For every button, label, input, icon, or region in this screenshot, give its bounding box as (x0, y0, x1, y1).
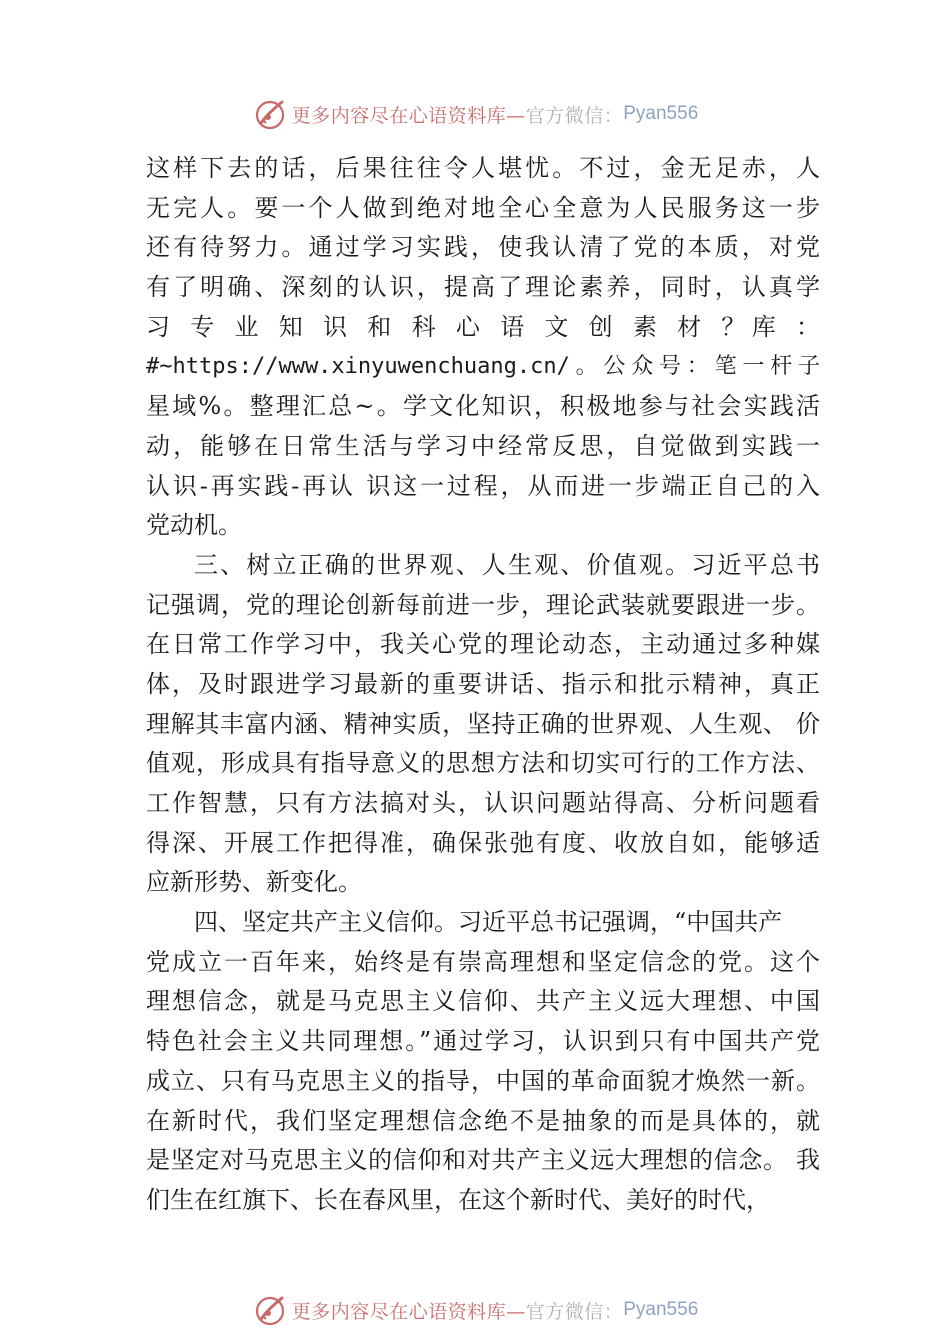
text-line: 认识-再实践-再认 识这一过程，从而进一步端正自己的入 (146, 471, 820, 500)
text-line: 理解其丰富内涵、精神实质，坚持正确的世界观、人生观、 价 (146, 709, 820, 738)
text-line: 特色社会主义共同理想。”通过学习，认识到只有中国共产党 (146, 1027, 820, 1056)
text-line: 记强调，党的理论创新每前进一步，理论武装就要跟进一步。 (146, 590, 820, 619)
text-line: 习 专 业 知 识 和 科 心 语 文 创 素 材 ？库 ： (146, 312, 820, 341)
pen-seal-icon (252, 1292, 288, 1328)
banner-wechat-label: 官方微信： (525, 1300, 624, 1323)
banner-title: 更多内容尽在心语资料库— (291, 104, 526, 127)
text-line: 工作智慧，只有方法搞对头，认识问题站得高、分析问题看 (146, 789, 820, 817)
text-line: 四、坚定共产主义信仰。习近平总书记强调，“中国共产 (194, 908, 783, 937)
text-line: 应新形势、新变化。 (146, 868, 362, 897)
text-line: 党成立一百年来，始终是有崇高理想和坚定信念的党。这个 (146, 947, 820, 976)
text-line: 得深、开展工作把得准，确保张弛有度、收放自如，能够适 (146, 828, 820, 857)
banner-wechat-id: Pyan556 (623, 1299, 699, 1320)
text-line: 还有待努力。通过学习实践，使我认清了党的本质，对党 (146, 233, 820, 262)
text-line: 理想信念，就是马克思主义信仰、共产主义远大理想、中国 (146, 987, 820, 1016)
paragraph-2 (146, 546, 820, 903)
text-line: 无完人。要一个人做到绝对地全心全意为人民服务这一步 (146, 193, 820, 222)
text-line: 是坚定对马克思主义的信仰和对共产主义远大理想的信念。 我 (146, 1146, 820, 1175)
text-line: 值观，形成具有指导意义的思想方法和切实可行的工作方法、 (146, 749, 820, 778)
footer-banner (0, 1290, 950, 1330)
document-body (146, 149, 820, 1221)
text-line: 在日常工作学习中，我关心党的理论动态，主动通过多种媒 (146, 630, 820, 659)
banner-wechat-id: Pyan556 (623, 103, 699, 124)
text-line: 成立、只有马克思主义的指导，中国的革命面貌才焕然一新。 (146, 1066, 820, 1095)
text-line: 们生在红旗下、长在春风里，在这个新时代、美好的时代， (146, 1185, 770, 1214)
banner-title: 更多内容尽在心语资料库— (291, 1300, 526, 1323)
text-line: 动，能够在日常生活与学习中经常反思，自觉做到实践一 (146, 431, 820, 460)
text-line: 三、树立正确的世界观、人生观、价值观。习近平总书 (194, 550, 820, 579)
text-line: 这样下去的话，后果往往令人堪忧。不过，金无足赤，人 (146, 154, 820, 182)
text-line: 体，及时跟进学习最新的重要讲话、指示和批示精神，真正 (146, 669, 820, 698)
url-line: #~https://www.xinyuwenchuang.cn/。公众号：笔一杆子 (146, 354, 820, 380)
text-line: 在新时代，我们坚定理想信念绝不是抽象的而是具体的，就 (146, 1106, 820, 1135)
banner-wechat-label: 官方微信： (525, 104, 624, 127)
text-line: 有了明确、深刻的认识，提高了理论素养，同时，认真学 (146, 273, 820, 302)
paragraph-1 (146, 149, 820, 546)
header-banner (0, 94, 950, 134)
text-line: 党动机。 (146, 511, 242, 540)
pen-seal-icon (252, 96, 288, 132)
text-line: 星域%。整理汇总~。学文化知识，积极地参与社会实践活 (146, 392, 820, 421)
paragraph-3 (146, 903, 820, 1221)
